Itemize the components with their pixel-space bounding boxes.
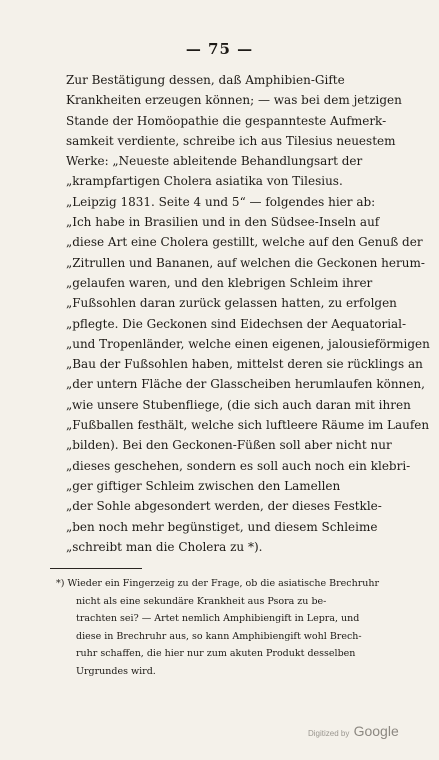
text-line: „diese Art eine Cholera gestillt, welche auf den Genuß der [66,235,423,250]
main-text-block [66,70,430,557]
text-line: „ben noch mehr begünstiget, und diesem Schleime [66,519,378,534]
text-line: „krampfartigen Cholera asiatika von Tilesius. [66,174,343,189]
text-line: Werke: „Neueste ableitende Behandlungsart der [66,154,363,169]
page-number-header: — 75 — [185,40,254,58]
text-line: „Leipzig 1831. Seite 4 und 5“ — folgendes hier ab: [66,194,376,209]
footnote-line: *) Wieder ein Fingerzeig zu der Frage, ob die asiatische Brechruhr [56,578,380,589]
text-line: „Fußsohlen daran zurück gelassen hatten, zu erfolgen [66,296,397,311]
text-line: „bilden). Bei den Geckonen-Füßen soll aber nicht nur [66,438,392,453]
text-line: „der untern Fläche der Glasscheiben herumlaufen können, [66,377,425,392]
text-line: Zur Bestätigung dessen, daß Amphibien-Gifte [66,73,345,87]
text-line: samkeit verdiente, schreibe ich aus Tilesius neuestem [66,133,396,148]
text-line: „pflegte. Die Geckonen sind Eidechsen der Aequatorial- [66,316,407,331]
text-line: „schreibt man die Cholera zu *). [66,539,263,554]
footnote-line: ruhr schaffen, die hier nur zum akuten Produkt desselben [76,648,356,659]
watermark-brand: Google [353,723,399,739]
text-line: Stande der Homöopathie die gespannteste Aufmerk- [66,113,387,128]
footnote-block [56,575,386,680]
text-line: „Bau der Fußsohlen haben, mittelst deren sie rücklings an [66,357,423,372]
footnote-line: trachten sei? — Artet nemlich Amphibiengift in Lepra, und [76,613,360,624]
footnote-divider [50,568,142,569]
text-line: „Zitrullen und Bananen, auf welchen die Geckonen herum- [66,255,425,270]
text-line: „und Tropenländer, welche einen eigenen, jalousieförmigen [66,336,430,351]
footnote-line: nicht als eine sekundäre Krankheit aus Psora zu be- [76,595,327,607]
footnote-line: Urgrundes wird. [76,665,156,677]
text-line: „dieses geschehen, sondern es soll auch noch ein klebri- [66,458,411,473]
text-line: „Fußballen festhält, welche sich luftleere Räume im Laufen [66,418,430,433]
text-line: „wie unsere Stubenfliege, (die sich auch daran mit ihren [66,397,411,412]
text-line: „Ich habe in Brasilien und in den Südsee-Inseln auf [66,215,380,230]
text-line: „der Sohle abgesondert werden, der dieses Festkle- [66,499,382,514]
footnote-line: diese in Brechruhr aus, so kann Amphibiengift wohl Brech- [76,630,362,642]
text-line: Krankheiten erzeugen können; — was bei dem jetzigen [66,93,402,108]
text-line: „ger giftiger Schleim zwischen den Lamellen [66,478,341,493]
watermark-prefix: Digitized by [308,729,350,738]
digitization-watermark [308,723,399,739]
text-line: „gelaufen waren, und den klebrigen Schleim ihrer [66,275,373,290]
